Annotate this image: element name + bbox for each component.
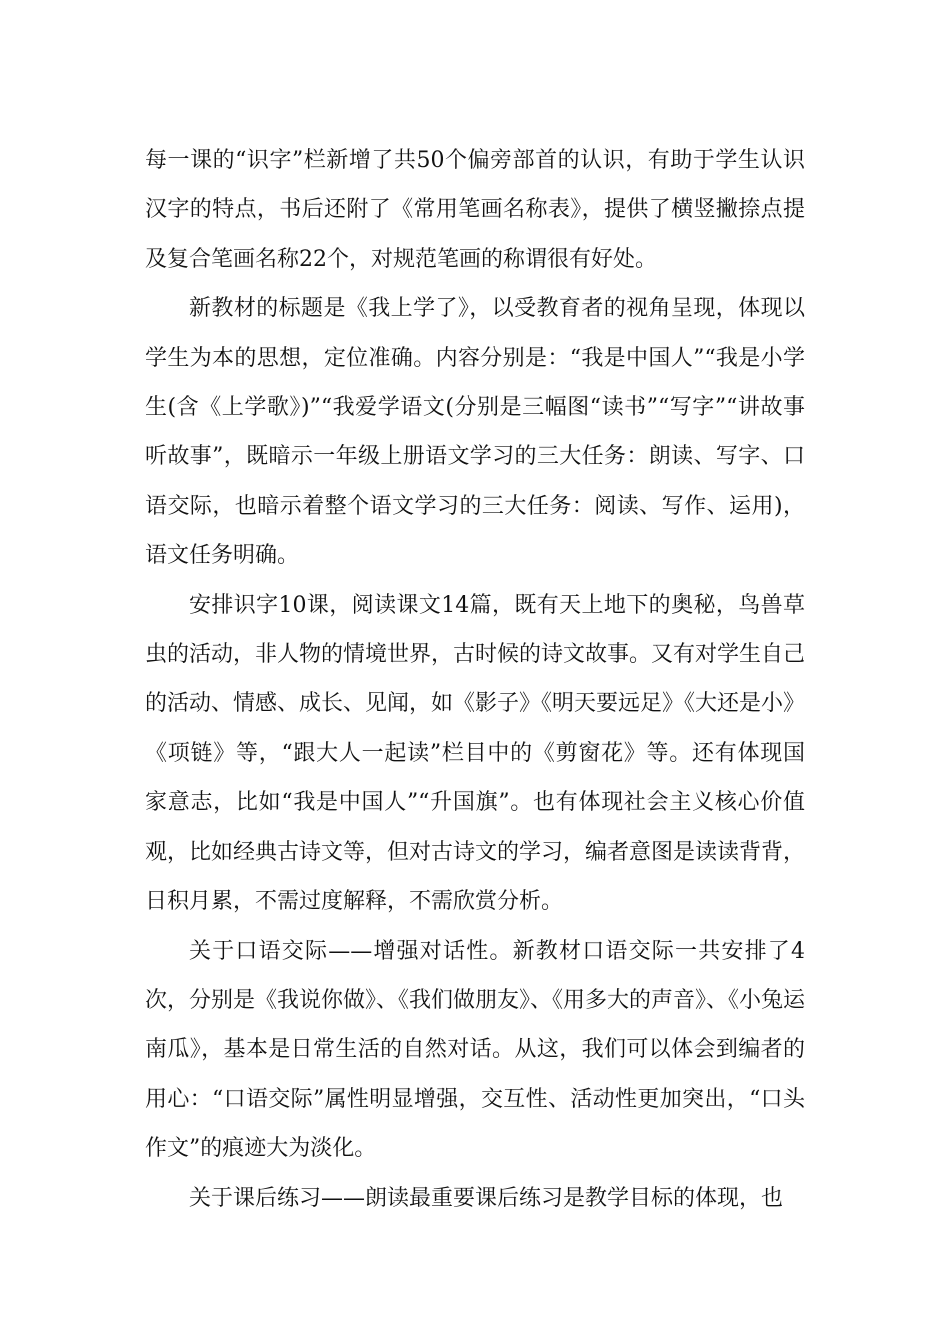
document-body [145,136,805,1223]
paragraph-textbook-title: 新教材的标题是《我上学了》，以受教育者的视角呈现，体现以学生为本的思想，定位准确。内容分别是：“我是中国人”“我是小学生(含《上学歌》)”“我爱学语文(分别是三幅图“读书”“写字”“讲故事听故事”，既暗示一年级上册语文学习的三大任务：朗读、写字、口语交际，也暗示着整个语文学习的三大任务：阅读、写作、运用)，语文任务明确。 [145,296,805,569]
paragraph-oral-communication: 关于口语交际——增强对话性。新教材口语交际一共安排了4次，分别是《我说你做》、《我们做朋友》、《用多大的声音》、《小兔运南瓜》，基本是日常生活的自然对话。从这，我们可以体会到编者的用心：“口语交际”属性明显增强，交互性、活动性更加突出，“口头作文”的痕迹大为淡化。 [145,938,806,1162]
paragraph-lesson-arrangement: 安排识字10课，阅读课文14篇，既有天上地下的奥秘，鸟兽草虫的活动，非人物的情境世界，古时候的诗文故事。又有对学生自己的活动、情感、成长、见闻，如《影子》《明天要远足》《大还是小》《项链》等，“跟大人一起读”栏目中的《剪窗花》等。还有体现国家意志，比如“我是中国人”“升国旗”。也有体现社会主义核心价值观，比如经典古诗文等，但对古诗文的学习，编者意图是读读背背，日积月累，不需过度解释，不需欣赏分析。 [145,592,806,915]
paragraph-literacy-column: 每一课的“识字”栏新增了共50个偏旁部首的认识，有助于学生认识汉字的特点，书后还附了《常用笔画名称表》，提供了横竖撇捺点提及复合笔画名称22个，对规范笔画的称谓很有好处。 [145,148,805,272]
paragraph-after-class-exercises: 关于课后练习——朗读最重要课后练习是教学目标的体现，也 [189,1185,784,1211]
